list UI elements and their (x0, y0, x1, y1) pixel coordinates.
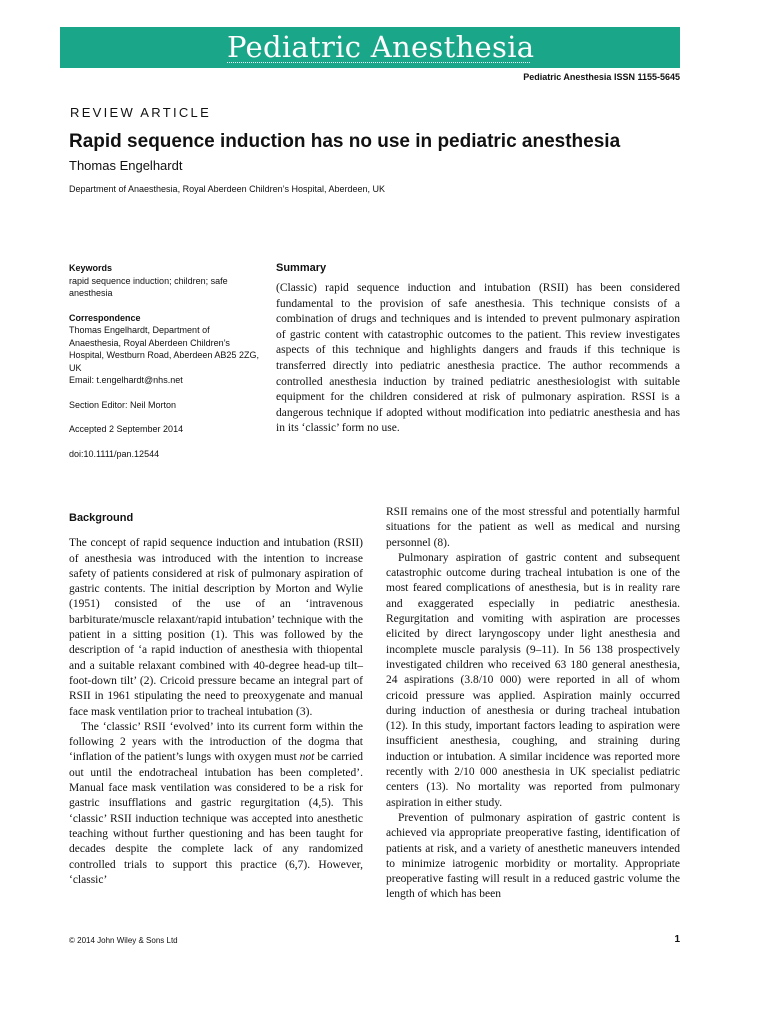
keywords-text: rapid sequence induction; children; safe anesthesia (69, 275, 228, 298)
body-paragraph: RSII remains one of the most stressful and potentially harmful situations for the patient as well as medical and nursing personnel (8). (386, 506, 680, 549)
background-heading: Background (69, 512, 134, 524)
correspondence-email: Email: t.engelhardt@nhs.net (69, 375, 183, 385)
issn-line: Pediatric Anesthesia ISSN 1155-5645 (523, 72, 680, 82)
author-affiliation: Department of Anaesthesia, Royal Aberdeen Children’s Hospital, Aberdeen, UK (69, 184, 386, 194)
body-column-right (386, 505, 680, 903)
keywords-label: Keywords (69, 263, 113, 273)
article-type: REVIEW ARTICLE (70, 105, 212, 120)
body-paragraph: Prevention of pulmonary aspiration of gastric content is achieved via appropriate preoperative fasting, identification of patients at risk, and a variety of anesthetic maneuvers intended to minimize iatrogenic morbidity or mortality. Appropriate preoperative fasting will result in a reduced gastric volume the length of which has been (386, 811, 680, 901)
summary-heading: Summary (276, 262, 327, 274)
journal-banner (60, 27, 680, 68)
article-sidebar (69, 262, 259, 460)
section-editor: Section Editor: Neil Morton (69, 399, 177, 410)
emphasis-text: not (299, 751, 315, 764)
body-paragraph: The ‘classic’ RSII ‘evolved’ into its current form within the following 2 years with the introduction of the dogma that ‘inflation of the patient’s lungs with oxygen must not be carried out until the endotracheal intubation has been completed’. Manual face mask ventilation was considered to be a risk for gastric insufflations and gastric regurgitation (4,5). This ‘classic’ RSII induction technique was accepted into anesthetic teaching without further questioning and has been taught for decades despite the complete lack of any randomized controlled trials to support this practice (6,7). However, ‘classic’ (69, 720, 363, 886)
body-paragraph: Pulmonary aspiration of gastric content and subsequent catastrophic outcome during tracheal intubation is one of the most feared complications of anesthesia, but is in reality rare and exaggerated especially in pediatric anesthesia. Regurgitation and vomiting with aspiration are processes elicited by direct laryngoscopy under light anesthesia and incomplete muscle paralysis (9–11). In 56 138 prospectively investigated children who received 63 180 general anesthesia, 24 aspirations (3.8/10 000) were reported in all of whom cricoid pressure was applied. Aspiration mainly occurred during induction of anesthesia or during tracheal intubation (12). In this study, important factors leading to aspiration were insufficient anesthesia, coughing, and straining during induction or intubation. A similar incidence was reported more recently with 2/10 000 anesthesia in UK specialist pediatric centers (13). No mortality was reported from pulmonary aspiration in either study. (386, 551, 680, 809)
copyright-notice: © 2014 John Wiley & Sons Ltd (69, 936, 178, 945)
page-number: 1 (674, 934, 680, 945)
body-paragraph: The concept of rapid sequence induction and intubation (RSII) of anesthesia was introduced with the intention to increase safety of patients considered at risk of pulmonary aspiration of gastric contents. The initial description by Morton and Wylie (1951) consisted of the use of an ‘intravenous barbiturate/muscle relaxant/rapid intubation’ technique with the patient in a sitting position (1). This was followed by the description of ‘a rapid induction of anesthesia with thiopental and a suitable relaxant combined with 40-degree head-up tilt–foot-down tilt’ (2). Cricoid pressure became an integral part of RSII in 1961 stipulating the need to preoxygenate and manual face mask ventilation prior to tracheal intubation (3). (69, 537, 363, 718)
correspondence-label: Correspondence (69, 312, 141, 323)
author-name: Thomas Engelhardt (69, 158, 183, 173)
summary-text: (Classic) rapid sequence induction and intubation (RSII) has been considered fundamental to the provision of safe anesthesia. This technique consists of a combination of drugs and techniques and is intended to prevent pulmonary aspiration of gastric content with catastrophic outcomes to the patient. This review investigates aspects of this technique and highlights dangers and frauds if this technique is transferred directly into pediatric anesthesia practice. The author recommends a controlled anesthesia induction by trained pediatric anesthesiologist with suitable equipment for the children considered at risk of pulmonary aspiration. RSSI is a dangerous technique if adopted without modification into pediatric anesthesia and has in its ‘classic’ form no use. (276, 282, 680, 435)
journal-title: Pediatric Anesthesia (227, 30, 535, 64)
banner-dotted-rule (227, 62, 530, 63)
accepted-date: Accepted 2 September 2014 (69, 424, 184, 434)
body-column-left (69, 511, 363, 888)
doi: doi:10.1111/pan.12544 (69, 448, 160, 459)
article-title: Rapid sequence induction has no use in pediatric anesthesia (69, 131, 621, 152)
correspondence-address: Thomas Engelhardt, Department of Anaesthesia, Royal Aberdeen Children’s Hospital, Westburn Road, Aberdeen AB25 2ZG, UK (69, 325, 259, 373)
